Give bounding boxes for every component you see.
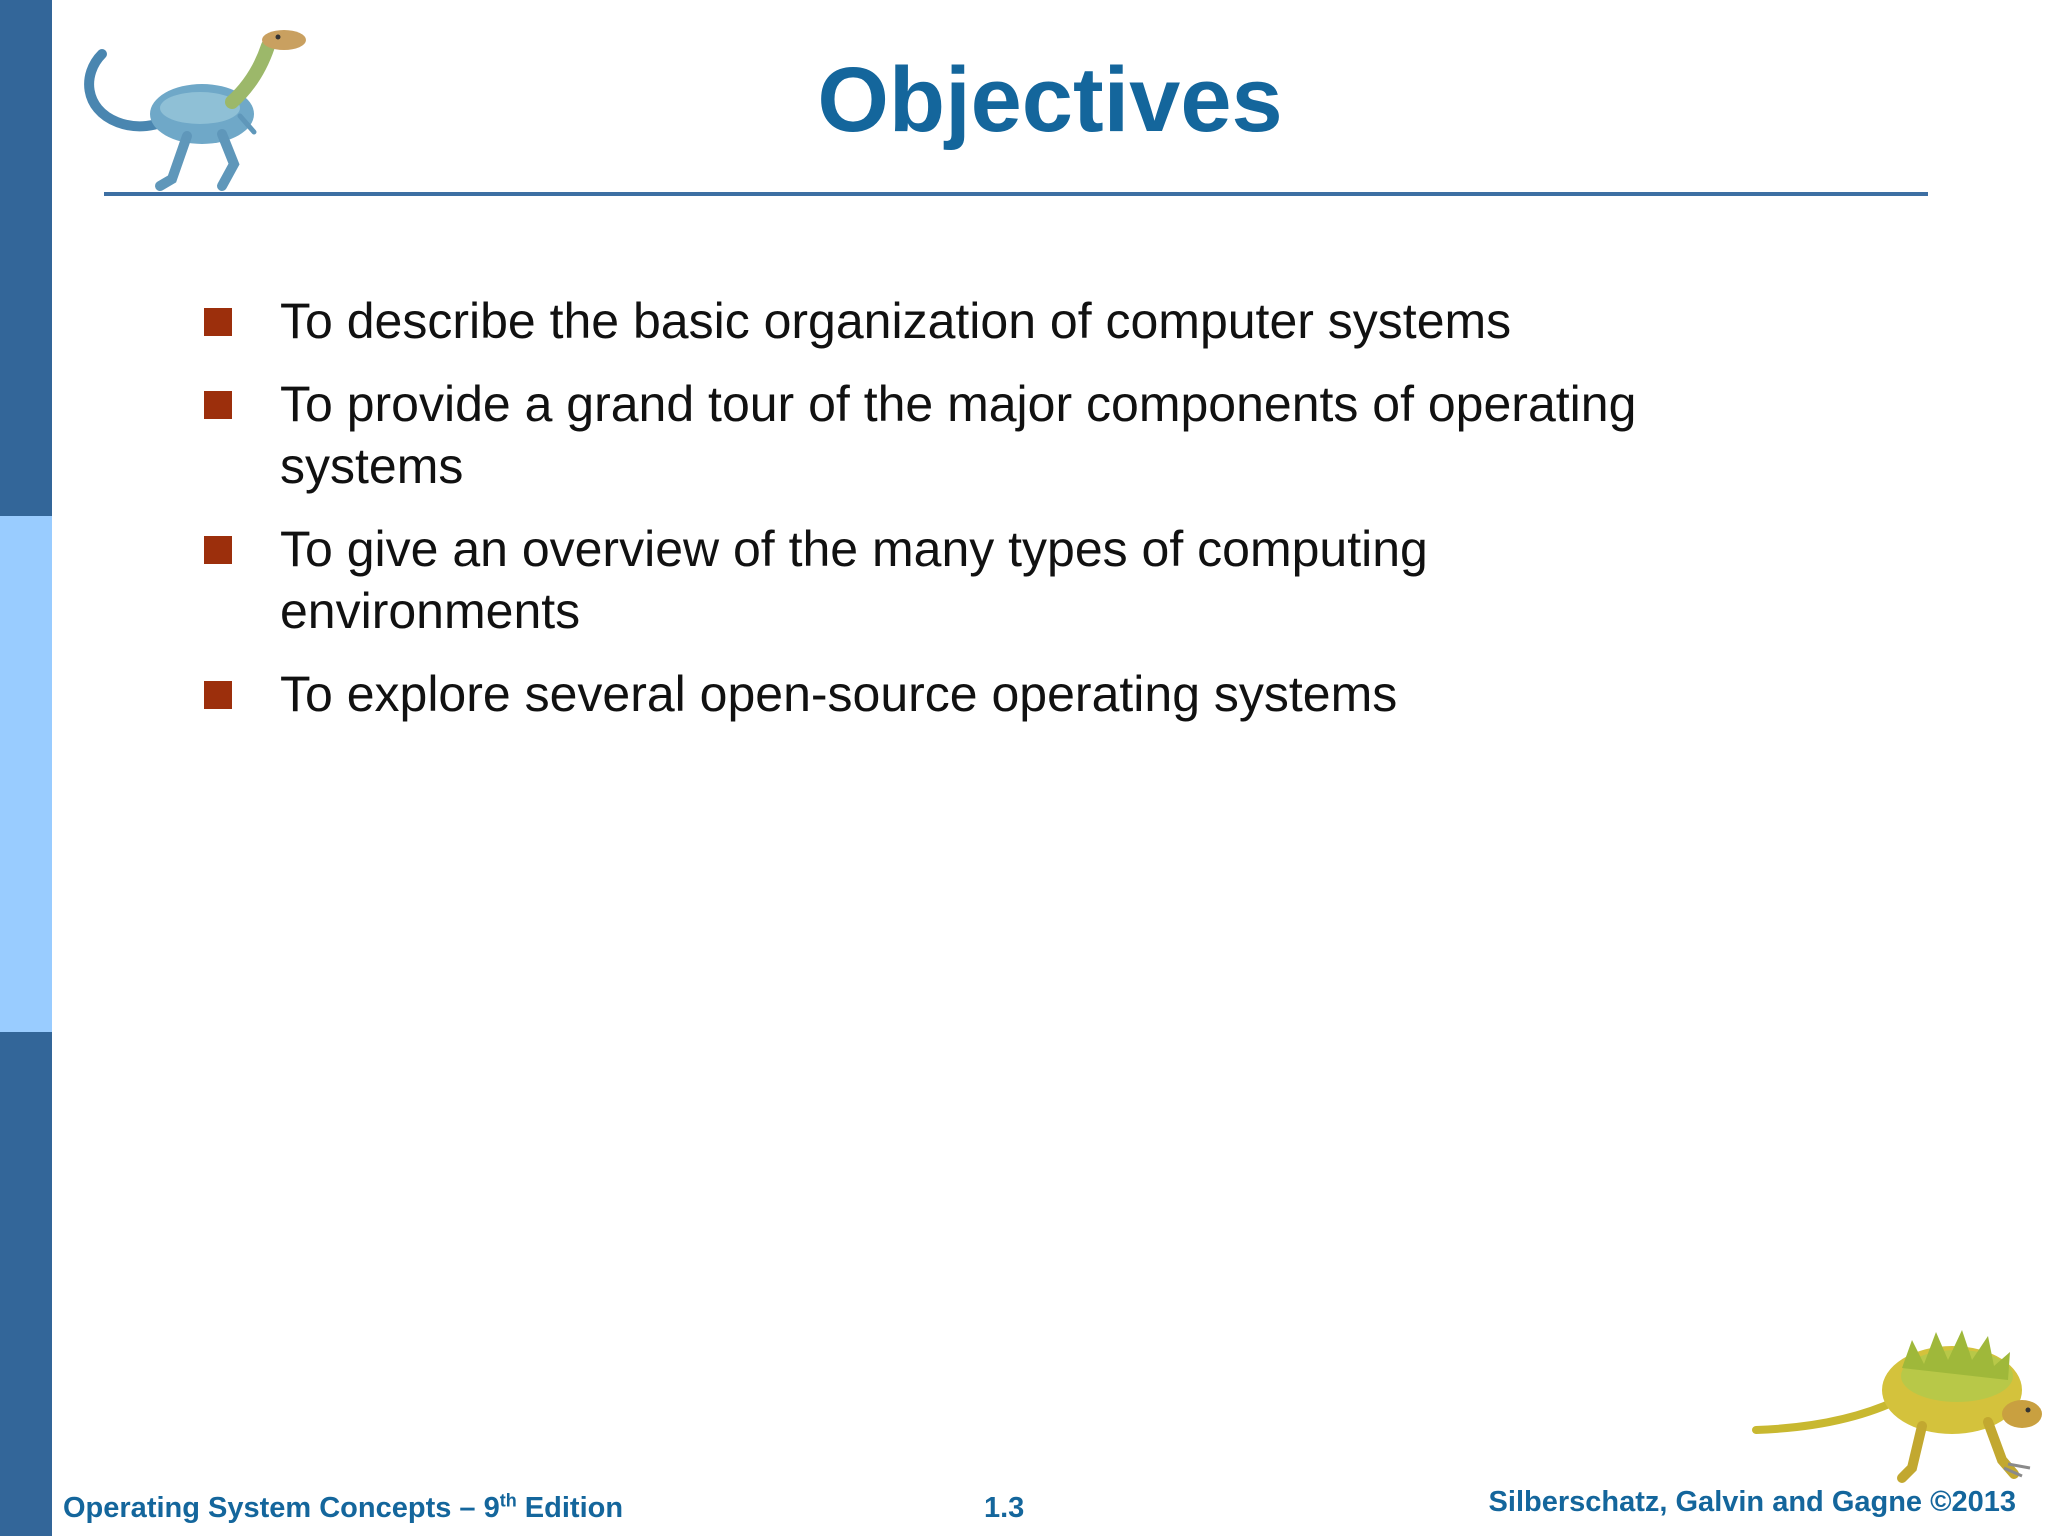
- list-item: [204, 518, 1704, 642]
- list-item: [204, 373, 1704, 497]
- footer-book-title-sup: th: [499, 1490, 517, 1511]
- square-bullet-icon: [204, 536, 232, 564]
- side-bar-middle: [0, 516, 52, 1032]
- objectives-list: [204, 290, 1704, 746]
- footer-authors: Silberschatz, Galvin and Gagne ©2013: [1488, 1486, 2016, 1518]
- footer-page-number: 1.3: [984, 1492, 1025, 1524]
- square-bullet-icon: [204, 308, 232, 336]
- side-bar-top: [0, 0, 52, 516]
- dinosaur-bottom-right-icon: [1752, 1318, 2048, 1490]
- list-item-text: To give an overview of the many types of computing environments: [280, 521, 1428, 639]
- square-bullet-icon: [204, 391, 232, 419]
- footer-book-title: [63, 1492, 623, 1525]
- list-item-text: To describe the basic organization of computer systems: [280, 293, 1512, 349]
- slide-title: Objectives: [817, 49, 1283, 151]
- list-item: [204, 290, 1704, 352]
- side-bar-bottom: [0, 1032, 52, 1536]
- list-item-text: To explore several open-source operating systems: [280, 666, 1398, 722]
- footer-book-title-main: Operating System Concepts – 9: [63, 1492, 500, 1524]
- footer-book-title-suffix: Edition: [516, 1492, 624, 1524]
- square-bullet-icon: [204, 681, 232, 709]
- list-item-text: To provide a grand tour of the major components of operating systems: [280, 376, 1637, 494]
- title-divider: [104, 192, 1928, 196]
- list-item: [204, 663, 1704, 725]
